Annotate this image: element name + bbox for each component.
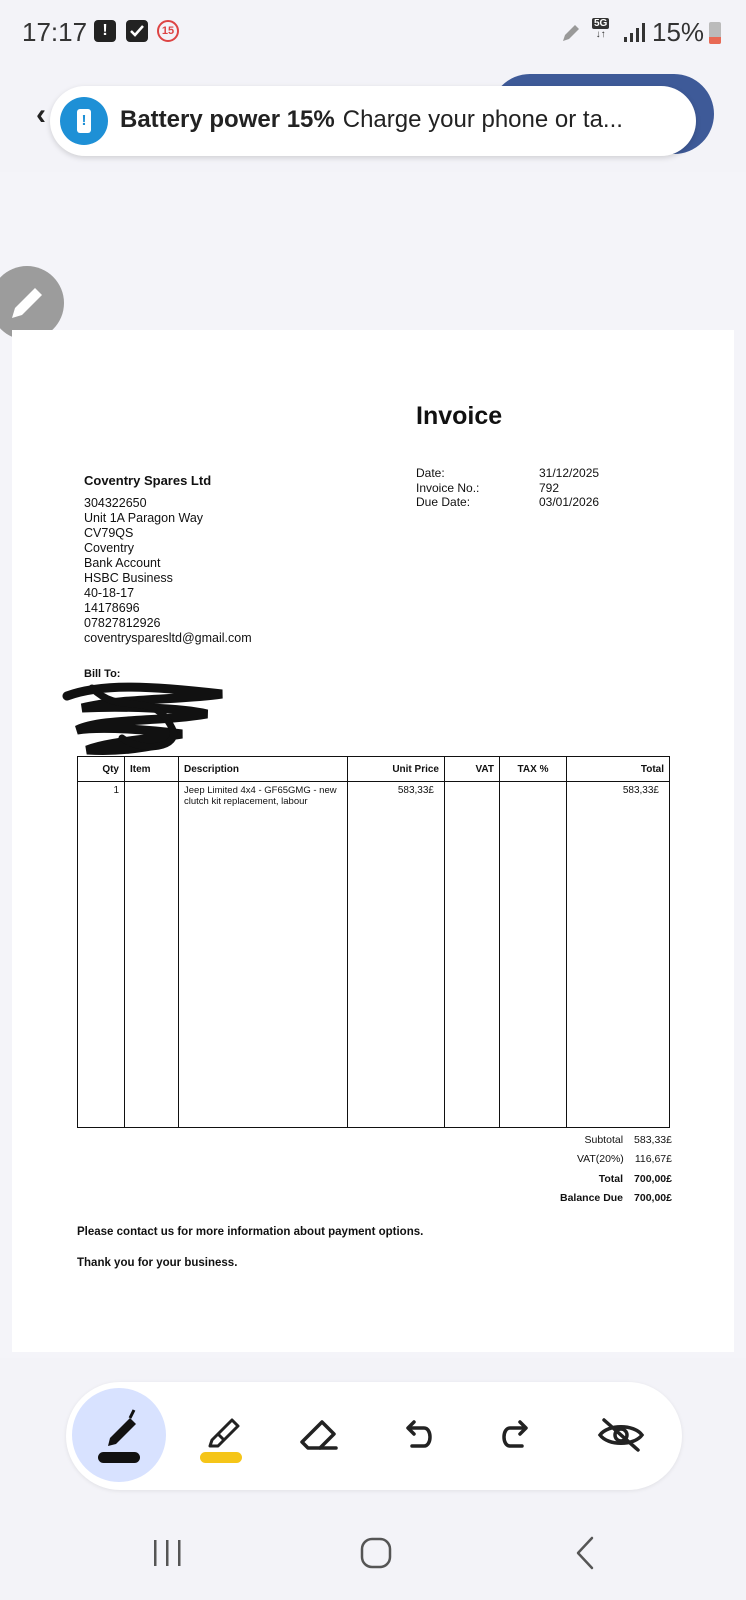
balance-due-value: 700,00£	[634, 1192, 672, 1205]
back-button[interactable]	[546, 1526, 626, 1580]
highlighter-tool-button[interactable]	[174, 1388, 268, 1482]
thanks-note: Thank you for your business.	[77, 1257, 238, 1269]
vat-row	[522, 1150, 672, 1170]
redo-button[interactable]	[470, 1388, 564, 1482]
navigation-bar	[0, 1512, 746, 1600]
bank-account-label: Bank Account	[84, 556, 161, 570]
subtotal-value: 583,33£	[634, 1133, 672, 1146]
hide-annotations-button[interactable]	[574, 1388, 668, 1482]
battery-alert-icon: !	[60, 97, 108, 145]
eraser-tool-button[interactable]	[272, 1388, 366, 1482]
battery-notification[interactable]	[50, 86, 696, 156]
signal-icon	[622, 22, 646, 49]
back-icon	[546, 1526, 626, 1580]
pen-status-icon	[560, 22, 582, 49]
company-address-line: Unit 1A Paragon Way	[84, 511, 204, 525]
status-time: 17:17	[22, 17, 88, 47]
cell-description: Jeep Limited 4x4 - GF65GMG - new clutch kit replacement, labour	[179, 782, 348, 1128]
company-email: coventrysparesltd@gmail.com	[84, 631, 252, 645]
drawing-toolbar	[66, 1382, 682, 1490]
table-row	[78, 782, 670, 1128]
highlighter-icon	[174, 1388, 268, 1482]
col-total: Total	[567, 757, 670, 782]
notification-title: Battery power 15%	[120, 106, 335, 133]
vat-value: 116,67£	[634, 1153, 672, 1166]
cell-tax	[500, 782, 567, 1128]
home-button[interactable]	[336, 1526, 416, 1580]
date-value: 31/12/2025	[539, 466, 600, 480]
balance-due-row	[522, 1189, 672, 1209]
balance-due-label: Balance Due	[560, 1192, 624, 1205]
invoice-meta-values	[539, 466, 599, 510]
payment-note: Please contact us for more information about payment options.	[77, 1226, 424, 1238]
pen-icon	[72, 1388, 166, 1482]
total-label: Total	[598, 1172, 624, 1185]
network-label: 5G	[594, 18, 608, 29]
subtotal-row	[522, 1130, 672, 1150]
cell-total: 583,33£	[567, 782, 670, 1128]
col-description: Description	[179, 757, 348, 782]
home-icon	[336, 1526, 416, 1580]
pencil-icon	[0, 266, 64, 340]
date-label: Date:	[416, 466, 445, 480]
cell-unit-price: 583,33£	[348, 782, 445, 1128]
sort-code: 40-18-17	[84, 586, 135, 600]
col-unit-price: Unit Price	[348, 757, 445, 782]
company-name: Coventry Spares Ltd	[84, 473, 212, 488]
recent-apps-button[interactable]	[128, 1526, 208, 1580]
company-phone: 07827812926	[84, 616, 161, 630]
notification-count-badge: 15	[157, 20, 179, 42]
company-postcode: CV79QS	[84, 526, 134, 540]
network-icon: 5G ↓↑	[594, 18, 608, 40]
notification-message: Charge your phone or ta...	[342, 106, 623, 133]
invoice-no-label: Invoice No.:	[416, 480, 480, 495]
bill-to-label: Bill To:	[84, 668, 121, 680]
subtotal-label: Subtotal	[584, 1133, 624, 1146]
col-qty: Qty	[78, 757, 125, 782]
eye-off-icon	[574, 1388, 668, 1482]
invoice-items-table	[77, 756, 670, 1128]
invoice-no-value: 792	[539, 480, 560, 495]
battery-icon	[709, 22, 721, 44]
status-bar	[0, 0, 746, 60]
alert-icon: !	[94, 20, 116, 42]
redaction-scribble	[62, 678, 232, 758]
company-number: 304322650	[84, 496, 147, 510]
eraser-icon	[272, 1388, 366, 1482]
recent-apps-icon	[128, 1526, 208, 1580]
total-row	[522, 1169, 672, 1189]
account-number: 14178696	[84, 601, 140, 615]
checkbox-icon	[126, 20, 148, 42]
table-header-row	[78, 757, 670, 782]
bank-name: HSBC Business	[84, 571, 173, 585]
col-vat: VAT	[445, 757, 500, 782]
undo-button[interactable]	[370, 1388, 464, 1482]
col-item: Item	[125, 757, 179, 782]
cell-vat	[445, 782, 500, 1128]
invoice-meta-labels	[416, 466, 479, 510]
pen-tool-button[interactable]	[72, 1388, 166, 1482]
chevron-left-icon[interactable]: ‹	[36, 98, 46, 131]
due-date-value: 03/01/2026	[539, 495, 600, 509]
total-value: 700,00£	[634, 1172, 672, 1185]
company-details	[84, 496, 252, 646]
battery-percent: 15%	[652, 17, 705, 47]
vat-label: VAT(20%)	[576, 1153, 624, 1166]
cell-item	[125, 782, 179, 1128]
redo-icon	[470, 1388, 564, 1482]
undo-icon	[370, 1388, 464, 1482]
invoice-title: Invoice	[416, 402, 503, 430]
totals-block	[522, 1130, 672, 1208]
invoice-page	[12, 330, 734, 1352]
due-date-label: Due Date:	[416, 495, 471, 509]
cell-qty: 1	[78, 782, 125, 1128]
company-city: Coventry	[84, 541, 135, 555]
edit-button[interactable]	[0, 266, 64, 340]
col-tax: TAX %	[500, 757, 567, 782]
